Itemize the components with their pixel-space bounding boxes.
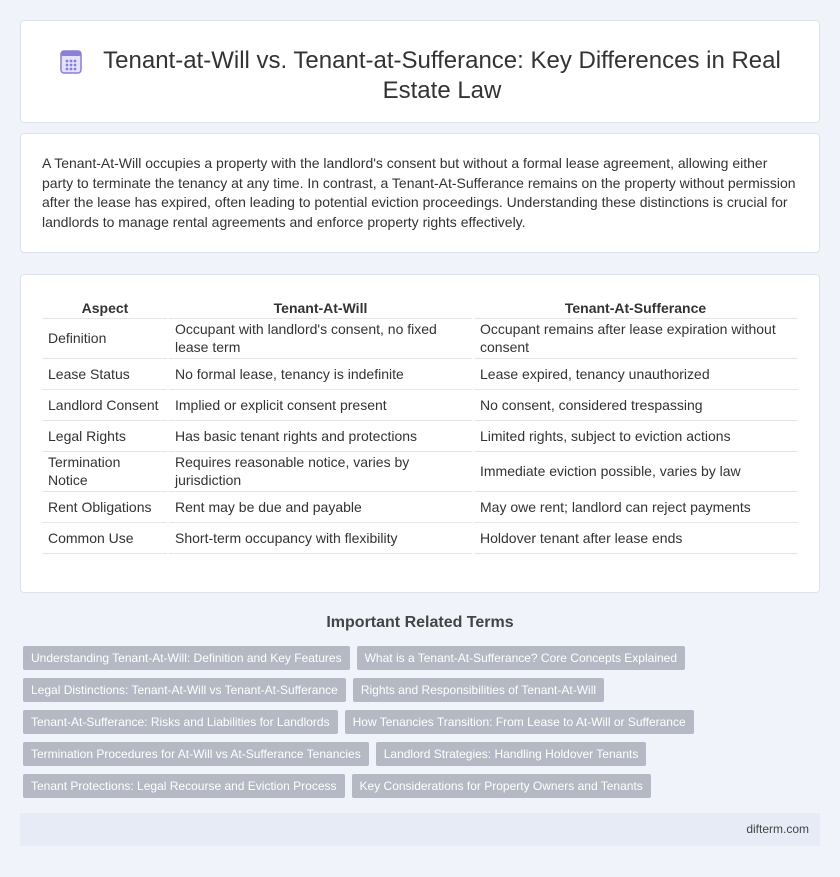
related-term-tag[interactable]: Tenant Protections: Legal Recourse and Eviction Process (23, 774, 345, 798)
column-header-aspect: Aspect (42, 294, 168, 318)
related-term-tag[interactable]: How Tenancies Transition: From Lease to At-Will or Sufferance (345, 710, 694, 734)
related-term-tag[interactable]: Legal Distinctions: Tenant-At-Will vs Tenant-At-Sufferance (23, 678, 346, 702)
row-tenant-at-sufferance: May owe rent; landlord can reject payments (473, 491, 798, 522)
related-terms-list (23, 646, 803, 798)
related-term-tag[interactable]: What is a Tenant-At-Sufferance? Core Concepts Explained (357, 646, 685, 670)
page-title: Tenant-at-Will vs. Tenant-at-Sufferance: Key Differences in Real Estate Law (103, 47, 781, 104)
related-terms-heading: Important Related Terms (326, 614, 514, 631)
table-row (42, 358, 798, 389)
table-row (42, 522, 798, 553)
comparison-card (20, 274, 820, 593)
row-tenant-at-sufferance: Holdover tenant after lease ends (473, 522, 798, 553)
row-tenant-at-sufferance: Lease expired, tenancy unauthorized (473, 358, 798, 389)
row-aspect: Termination Notice (42, 451, 168, 491)
title-card (20, 20, 820, 123)
row-tenant-at-will: Occupant with landlord's consent, no fixed lease term (168, 318, 473, 358)
table-row (42, 420, 798, 451)
row-tenant-at-will: Has basic tenant rights and protections (168, 420, 473, 451)
row-aspect: Landlord Consent (42, 389, 168, 420)
related-term-tag[interactable]: Rights and Responsibilities of Tenant-At-Will (353, 678, 604, 702)
table-row (42, 318, 798, 358)
row-tenant-at-sufferance: Limited rights, subject to eviction actions (473, 420, 798, 451)
comparison-table (42, 294, 798, 554)
column-header-tenant-at-sufferance: Tenant-At-Sufferance (473, 294, 798, 318)
document-grid-icon (58, 49, 84, 75)
table-row (42, 451, 798, 491)
row-aspect: Common Use (42, 522, 168, 553)
table-header-row (42, 294, 798, 318)
table-row (42, 491, 798, 522)
row-aspect: Lease Status (42, 358, 168, 389)
row-tenant-at-will: No formal lease, tenancy is indefinite (168, 358, 473, 389)
column-header-tenant-at-will: Tenant-At-Will (168, 294, 473, 318)
intro-paragraph: A Tenant-At-Will occupies a property with the landlord's consent but without a formal lease agreement, allowing either party to terminate the tenancy at any time. In contrast, a Tenant-At-Sufferance remains on the property without permission after the lease has expired, often leading to potential eviction proceedings. Understanding these distinctions is crucial for landlords to manage rental agreements and enforce property rights effectively. (42, 155, 796, 230)
related-term-tag[interactable]: Tenant-At-Sufferance: Risks and Liabilities for Landlords (23, 710, 338, 734)
row-tenant-at-sufferance: Occupant remains after lease expiration without consent (473, 318, 798, 358)
row-aspect: Definition (42, 318, 168, 358)
table-row (42, 389, 798, 420)
row-aspect: Legal Rights (42, 420, 168, 451)
row-aspect: Rent Obligations (42, 491, 168, 522)
title-row (21, 21, 819, 106)
related-term-tag[interactable]: Key Considerations for Property Owners and Tenants (352, 774, 651, 798)
related-term-tag[interactable]: Termination Procedures for At-Will vs At-Sufferance Tenancies (23, 742, 369, 766)
row-tenant-at-sufferance: Immediate eviction possible, varies by law (473, 451, 798, 491)
row-tenant-at-sufferance: No consent, considered trespassing (473, 389, 798, 420)
related-term-tag[interactable]: Landlord Strategies: Handling Holdover Tenants (376, 742, 647, 766)
footer-bar (20, 813, 820, 846)
related-term-tag[interactable]: Understanding Tenant-At-Will: Definition and Key Features (23, 646, 350, 670)
footer-site-link[interactable]: difterm.com (746, 822, 809, 836)
row-tenant-at-will: Requires reasonable notice, varies by jurisdiction (168, 451, 473, 491)
row-tenant-at-will: Implied or explicit consent present (168, 389, 473, 420)
intro-card (20, 133, 820, 253)
row-tenant-at-will: Rent may be due and payable (168, 491, 473, 522)
row-tenant-at-will: Short-term occupancy with flexibility (168, 522, 473, 553)
